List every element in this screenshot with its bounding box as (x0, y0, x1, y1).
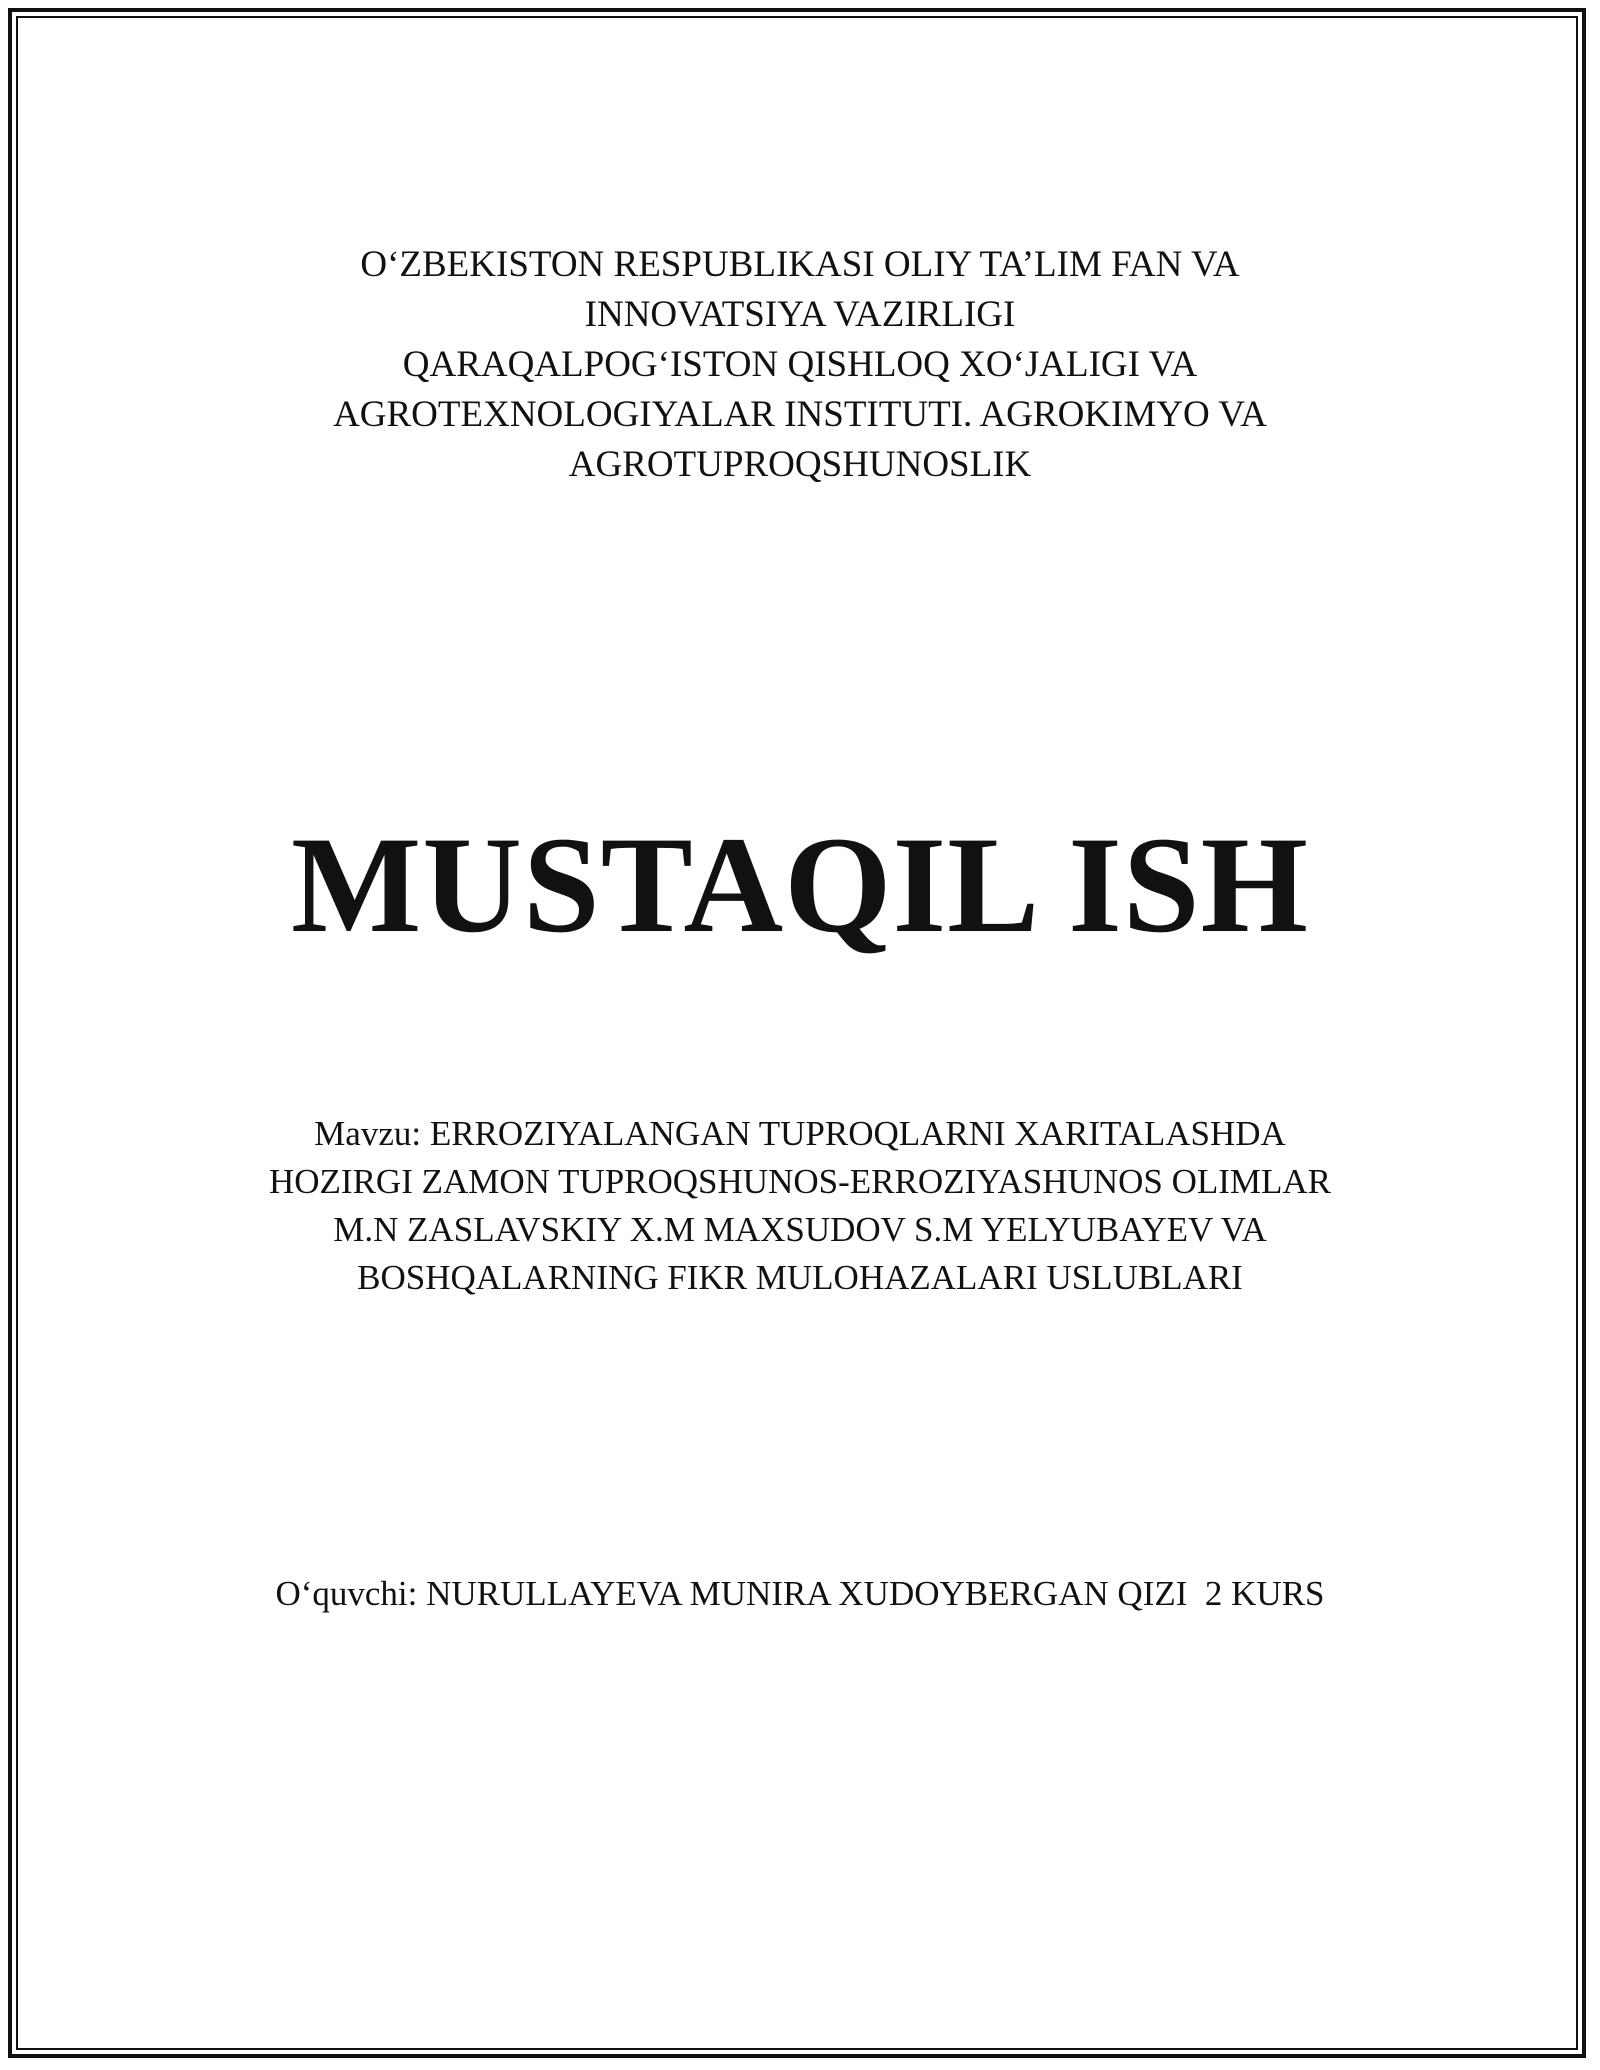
header-line-1: O‘ZBEKISTON RESPUBLIKASI OLIY TA’LIM FAN VA (360, 244, 1240, 285)
header-line-2: INNOVATSIYA VAZIRLIGI (584, 294, 1016, 335)
topic-line-3: M.N ZASLAVSKIY X.M MAXSUDOV S.M YELYUBAYEV VA (333, 1210, 1267, 1249)
document-title: MUSTAQIL ISH (291, 808, 1309, 961)
header-line-5: AGROTUPROQSHUNOSLIK (568, 444, 1032, 485)
student-info: O‘quvchi: NURULLAYEVA MUNIRA XUDOYBERGAN QIZI 2 KURS (275, 1574, 1325, 1613)
topic-line-1: Mavzu: ERROZIYALANGAN TUPROQLARNI XARITALASHDA (314, 1114, 1286, 1153)
topic-line-4: BOSHQALARNING FIKR MULOHAZALARI USLUBLARI (357, 1258, 1243, 1297)
header-line-4: AGROTEXNOLOGIYALAR INSTITUTI. AGROKIMYO VA (333, 394, 1267, 435)
topic-line-2: HOZIRGI ZAMON TUPROQSHUNOS-ERROZIYASHUNOS OLIMLAR (268, 1162, 1332, 1201)
topic-block (160, 1110, 1440, 1302)
institution-header (160, 240, 1440, 490)
header-line-3: QARAQALPOG‘ISTON QISHLOQ XO‘JALIGI VA (402, 344, 1198, 385)
